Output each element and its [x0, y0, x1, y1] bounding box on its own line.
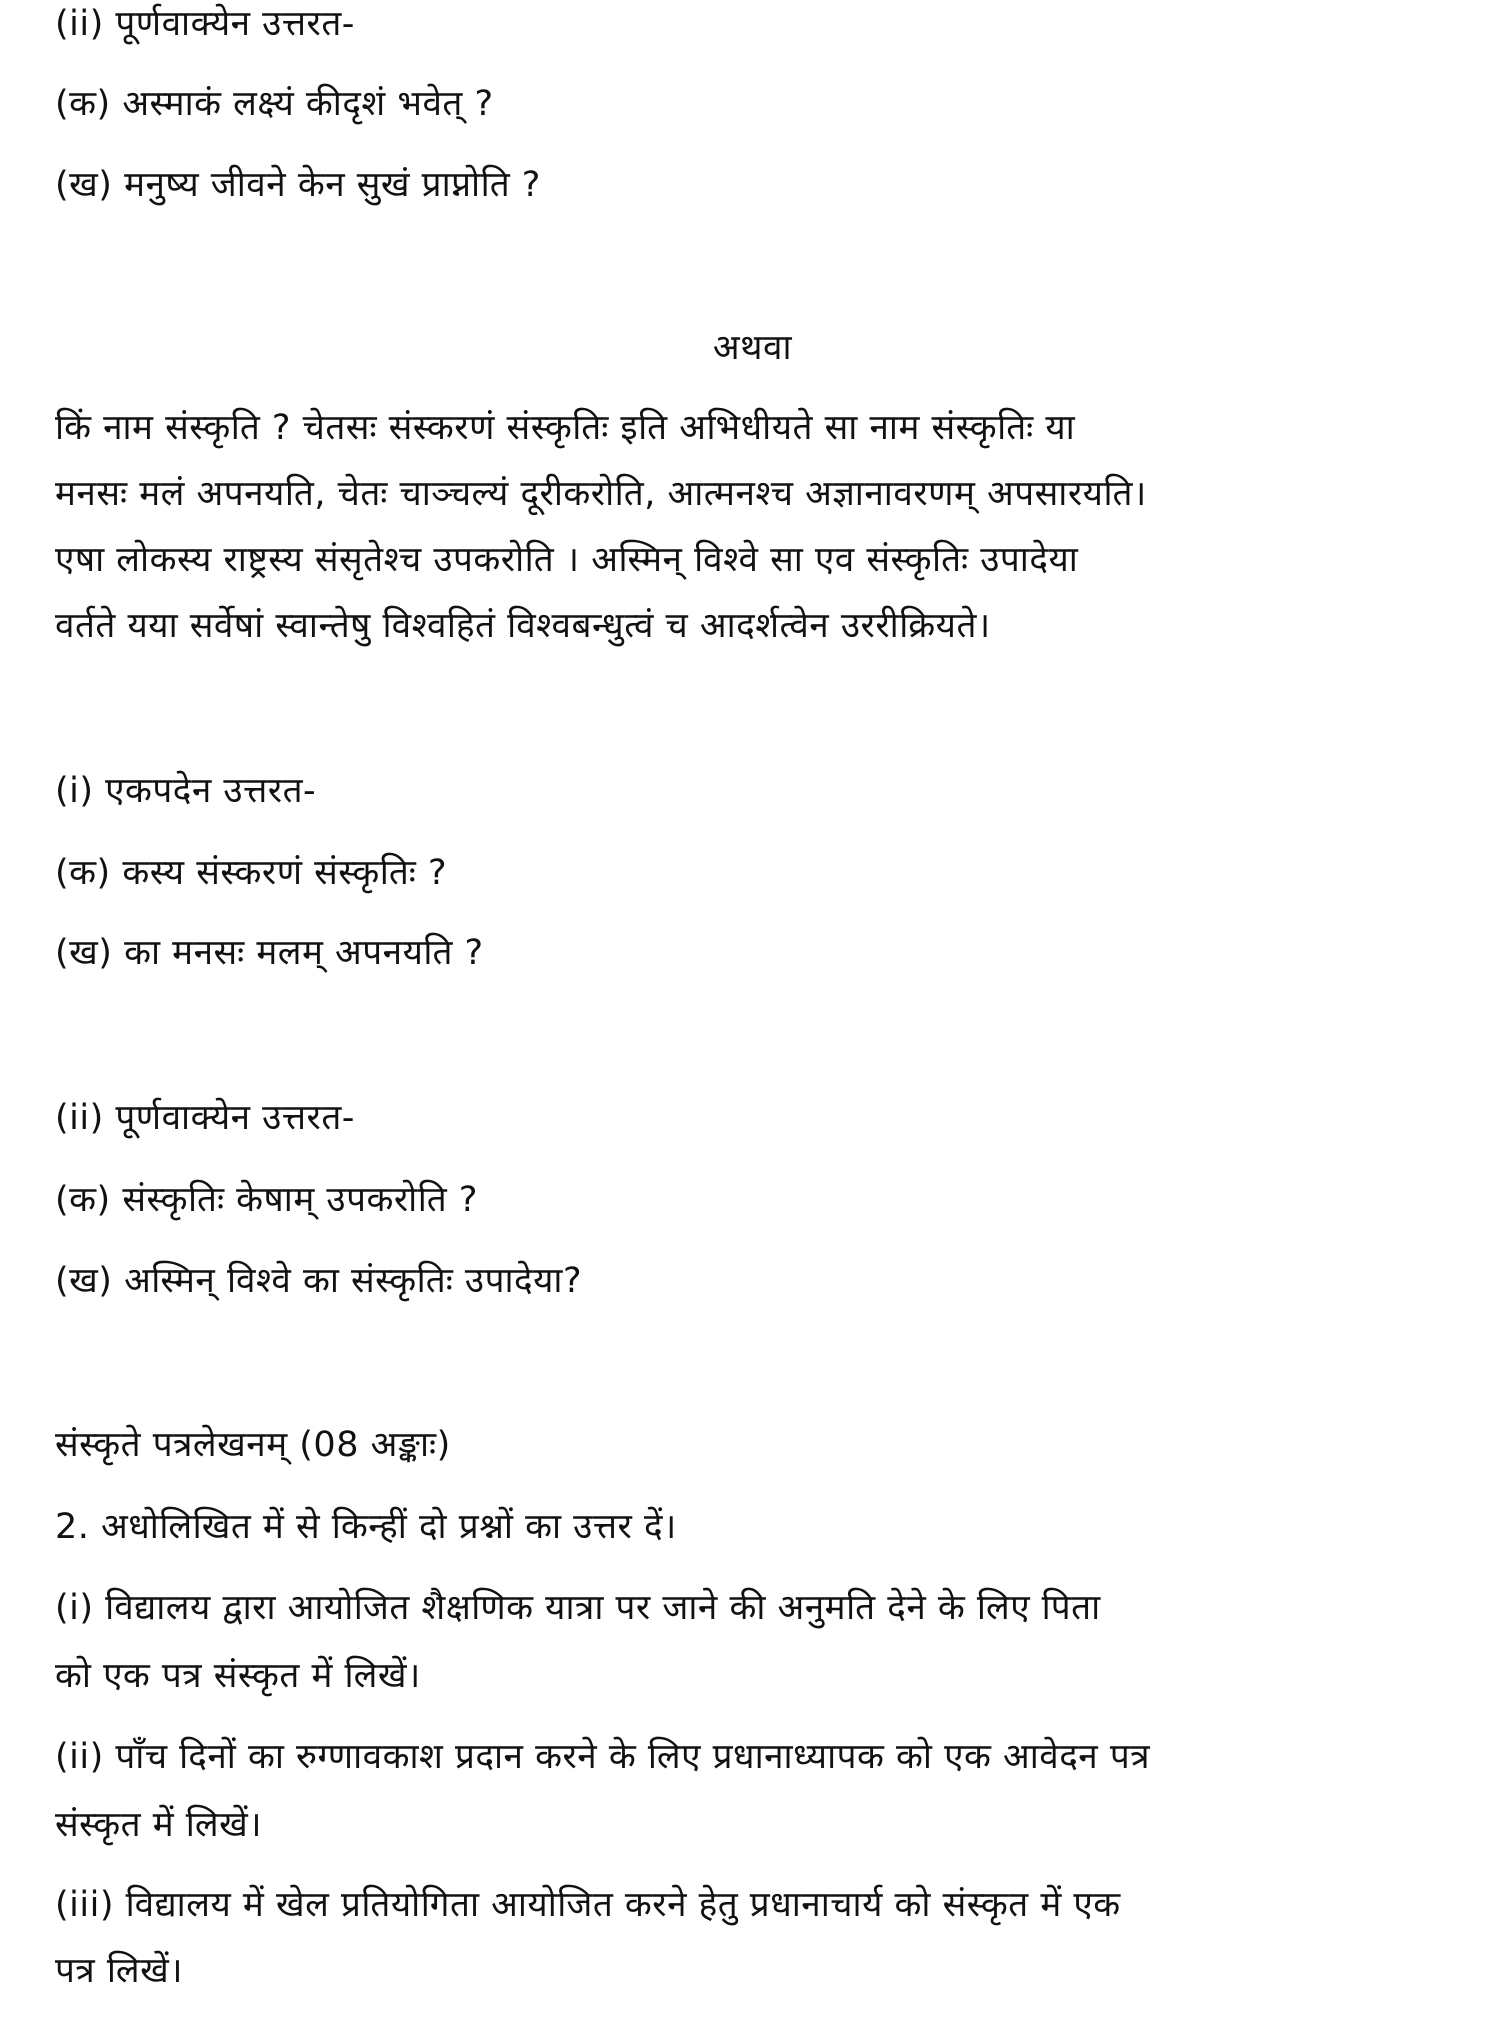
letter-option-cont: को एक पत्र संस्कृत में लिखें।	[55, 1656, 421, 1696]
passage-line: एषा लोकस्य राष्ट्रस्य संसृतेश्च उपकरोति । अस्मिन् विश्वे सा एव संस्कृतिः उपादेया	[55, 540, 1079, 580]
letter-option: (iii) विद्यालय में खेल प्रतियोगिता आयोजित करने हेतु प्रधानाचार्य को संस्कृत में एक	[55, 1885, 1121, 1925]
question-item: (क) संस्कृतिः केषाम् उपकरोति ?	[55, 1180, 478, 1220]
question-item: (ख) मनुष्य जीवने केन सुखं प्राप्नोति ?	[55, 165, 541, 205]
question-item: (क) अस्माकं लक्ष्यं कीदृशं भवेत् ?	[55, 84, 494, 124]
question-heading: (i) एकपदेन उत्तरत-	[55, 771, 317, 811]
question-item: (ख) अस्मिन् विश्वे का संस्कृतिः उपादेया?	[55, 1261, 583, 1301]
question-heading: (ii) पूर्णवाक्येन उत्तरत-	[55, 4, 355, 44]
letter-option-cont: संस्कृत में लिखें।	[55, 1805, 262, 1845]
section-title: संस्कृते पत्रलेखनम् (08 अङ्काः)	[55, 1425, 451, 1465]
letter-option: (ii) पाँच दिनों का रुग्णावकाश प्रदान करने के लिए प्रधानाध्यापक को एक आवेदन पत्र	[55, 1737, 1151, 1777]
question-heading: (ii) पूर्णवाक्येन उत्तरत-	[55, 1098, 355, 1138]
or-divider-label: अथवा	[712, 328, 793, 368]
question-item: (ख) का मनसः मलम् अपनयति ?	[55, 933, 484, 973]
passage-line: वर्तते यया सर्वेषां स्वान्तेषु विश्वहितं विश्वबन्धुत्वं च आदर्शत्वेन उररीक्रियते।	[55, 606, 991, 646]
question-item: (क) कस्य संस्करणं संस्कृतिः ?	[55, 853, 448, 893]
letter-option: (i) विद्यालय द्वारा आयोजित शैक्षणिक यात्रा पर जाने की अनुमति देने के लिए पिता	[55, 1588, 1101, 1628]
letter-option-cont: पत्र लिखें।	[55, 1951, 184, 1991]
instruction: 2. अधोलिखित में से किन्हीं दो प्रश्नों का उत्तर दें।	[55, 1507, 677, 1547]
passage-line: मनसः मलं अपनयति, चेतः चाञ्चल्यं दूरीकरोति, आत्मनश्च अज्ञानावरणम् अपसारयति।	[55, 474, 1147, 514]
passage-line: किं नाम संस्कृति ? चेतसः संस्करणं संस्कृतिः इति अभिधीयते सा नाम संस्कृतिः या	[55, 408, 1076, 448]
